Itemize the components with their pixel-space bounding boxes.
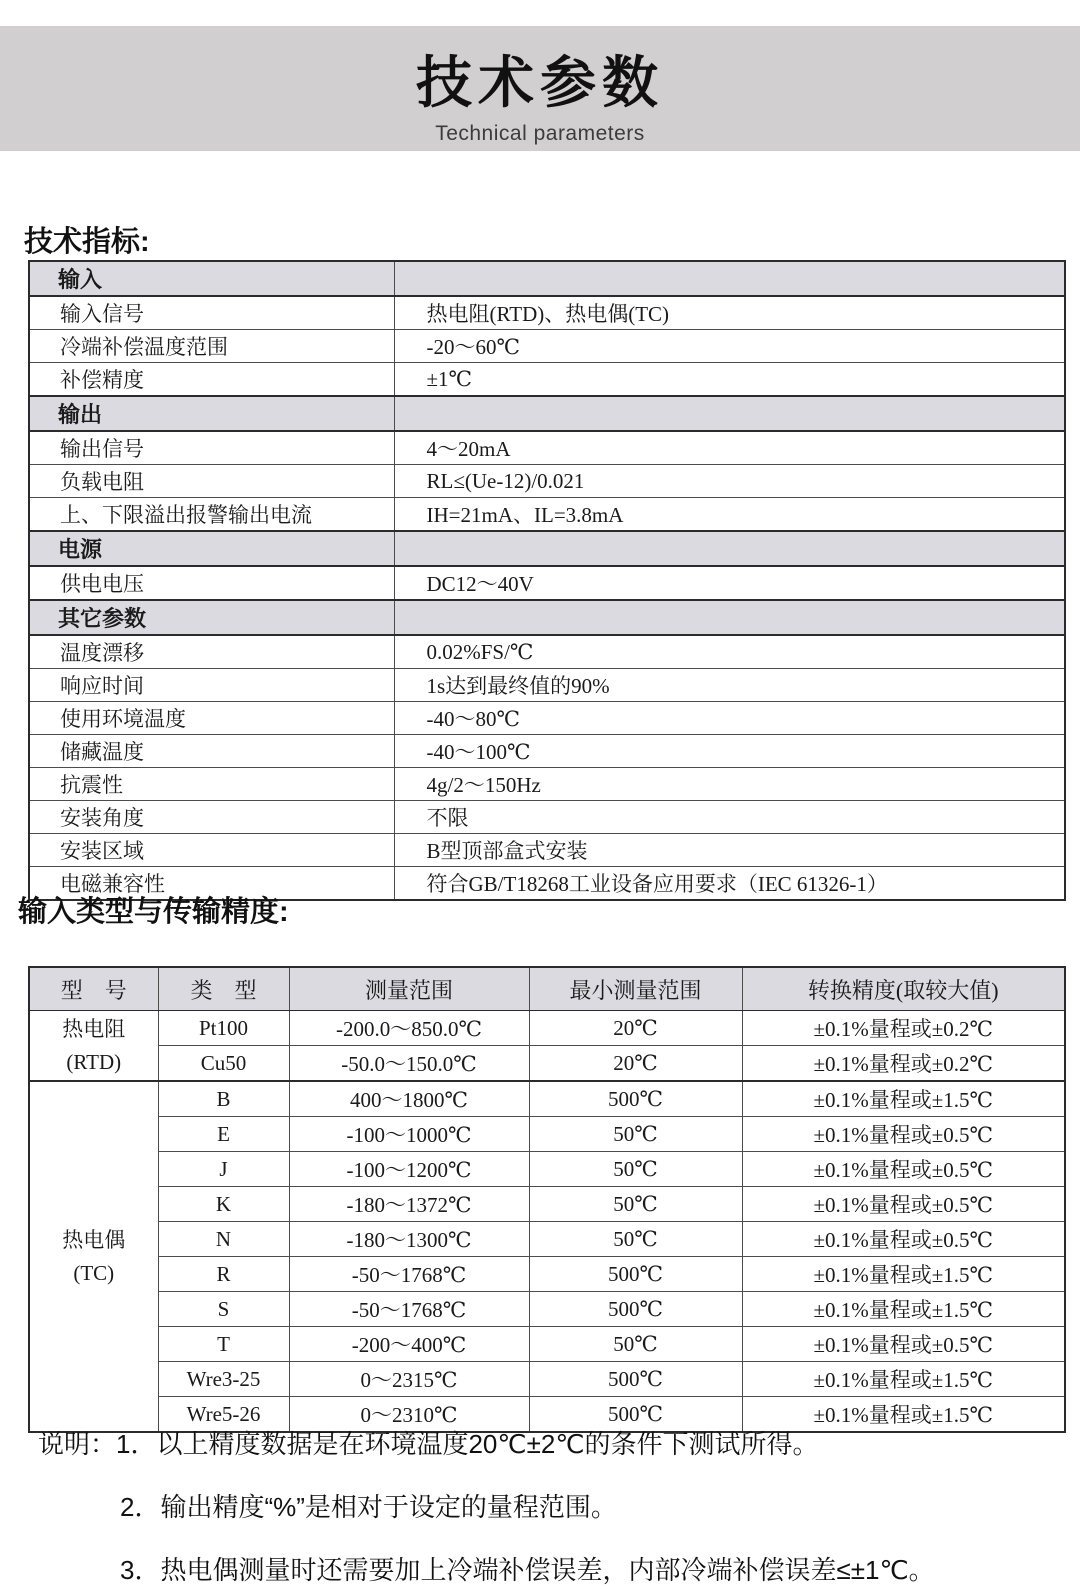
range-cell: -180～1300℃ <box>289 1222 529 1257</box>
accuracy-cell: ±0.1%量程或±1.5℃ <box>742 1081 1065 1117</box>
header-row <box>29 967 1065 1011</box>
table-row <box>29 801 1065 834</box>
param-value: 4～20mA <box>394 431 1065 465</box>
table-row <box>29 702 1065 735</box>
range-cell: -200～400℃ <box>289 1327 529 1362</box>
model-name: 热电阻 <box>62 1016 126 1041</box>
range-cell: -50～1768℃ <box>289 1292 529 1327</box>
param-value: 热电阻(RTD)、热电偶(TC) <box>394 296 1065 330</box>
param-label: 补偿精度 <box>29 363 394 397</box>
table-row <box>29 635 1065 669</box>
param-value: RL≤(Ue-12)/0.021 <box>394 465 1065 498</box>
param-value: IH=21mA、IL=3.8mA <box>394 498 1065 532</box>
param-label: 电磁兼容性 <box>29 867 394 901</box>
range-cell: 0～2310℃ <box>289 1397 529 1433</box>
param-label: 抗震性 <box>29 768 394 801</box>
param-label: 负载电阻 <box>29 465 394 498</box>
min-range-cell: 20℃ <box>529 1011 742 1046</box>
type-cell: K <box>158 1187 289 1222</box>
table-row <box>29 1011 1065 1046</box>
table-row <box>29 834 1065 867</box>
note-line-3: 3．热电偶测量时还需要加上冷端补偿误差，内部冷端补偿误差≤±1℃。 <box>120 1555 935 1585</box>
technical-specs-table <box>28 260 1066 901</box>
table-row <box>29 330 1065 363</box>
accuracy-cell: ±0.1%量程或±0.5℃ <box>742 1222 1065 1257</box>
section-row-input <box>29 261 1065 296</box>
accuracy-cell: ±0.1%量程或±1.5℃ <box>742 1257 1065 1292</box>
note-text: 1．以上精度数据是在环境温度20℃±2℃的条件下测试所得。 <box>116 1429 819 1459</box>
col-header-type: 类 型 <box>158 967 289 1011</box>
min-range-cell: 500℃ <box>529 1292 742 1327</box>
min-range-cell: 50℃ <box>529 1187 742 1222</box>
param-label: 温度漂移 <box>29 635 394 669</box>
type-cell: Wre3-25 <box>158 1362 289 1397</box>
type-cell: E <box>158 1117 289 1152</box>
param-value: -40～80℃ <box>394 702 1065 735</box>
table-row <box>29 465 1065 498</box>
table-row <box>29 363 1065 397</box>
table-row <box>29 1187 1065 1222</box>
table-row <box>29 296 1065 330</box>
range-cell: -200.0～850.0℃ <box>289 1011 529 1046</box>
min-range-cell: 500℃ <box>529 1081 742 1117</box>
type-cell: Pt100 <box>158 1011 289 1046</box>
param-value: ±1℃ <box>394 363 1065 397</box>
table-row <box>29 735 1065 768</box>
range-cell: -50.0～150.0℃ <box>289 1046 529 1082</box>
param-label: 输入信号 <box>29 296 394 330</box>
accuracy-cell: ±0.1%量程或±0.5℃ <box>742 1327 1065 1362</box>
accuracy-cell: ±0.1%量程或±0.5℃ <box>742 1187 1065 1222</box>
table-row <box>29 498 1065 532</box>
table-row <box>29 1292 1065 1327</box>
type-cell: R <box>158 1257 289 1292</box>
min-range-cell: 500℃ <box>529 1257 742 1292</box>
param-label: 上、下限溢出报警输出电流 <box>29 498 394 532</box>
range-cell: 0～2315℃ <box>289 1362 529 1397</box>
type-cell: T <box>158 1327 289 1362</box>
param-label: 使用环境温度 <box>29 702 394 735</box>
accuracy-cell: ±0.1%量程或±0.2℃ <box>742 1011 1065 1046</box>
table-row <box>29 1046 1065 1082</box>
min-range-cell: 20℃ <box>529 1046 742 1082</box>
type-cell: J <box>158 1152 289 1187</box>
min-range-cell: 500℃ <box>529 1397 742 1433</box>
range-cell: -180～1372℃ <box>289 1187 529 1222</box>
type-cell: S <box>158 1292 289 1327</box>
col-header-range: 测量范围 <box>289 967 529 1011</box>
accuracy-cell: ±0.1%量程或±1.5℃ <box>742 1292 1065 1327</box>
accuracy-cell: ±0.1%量程或±1.5℃ <box>742 1397 1065 1433</box>
model-sub: (RTD) <box>66 1049 122 1074</box>
section-spacer <box>394 261 1065 296</box>
accuracy-cell: ±0.1%量程或±0.5℃ <box>742 1117 1065 1152</box>
table-row <box>29 1327 1065 1362</box>
range-cell: 400～1800℃ <box>289 1081 529 1117</box>
col-header-accuracy: 转换精度(取较大值) <box>742 967 1065 1011</box>
technical-specs-heading: 技术指标: <box>24 226 150 258</box>
param-value: -40～100℃ <box>394 735 1065 768</box>
section-row-power <box>29 531 1065 566</box>
param-value: -20～60℃ <box>394 330 1065 363</box>
col-header-min-range: 最小测量范围 <box>529 967 742 1011</box>
notes-block <box>38 1424 1068 1589</box>
table-row <box>29 1257 1065 1292</box>
section-spacer <box>394 396 1065 431</box>
table-row <box>29 1152 1065 1187</box>
type-cell: N <box>158 1222 289 1257</box>
min-range-cell: 50℃ <box>529 1222 742 1257</box>
section-label: 输入 <box>29 261 394 296</box>
range-cell: -50～1768℃ <box>289 1257 529 1292</box>
table-row <box>29 1117 1065 1152</box>
type-cell: Cu50 <box>158 1046 289 1082</box>
param-label: 冷端补偿温度范围 <box>29 330 394 363</box>
min-range-cell: 50℃ <box>529 1152 742 1187</box>
input-accuracy-table <box>28 966 1066 1433</box>
table-row <box>29 566 1065 600</box>
param-value: 1s达到最终值的90% <box>394 669 1065 702</box>
model-cell-tc <box>29 1081 158 1432</box>
page-title: 技术参数 <box>416 51 664 114</box>
param-label: 供电电压 <box>29 566 394 600</box>
model-name: 热电偶 <box>62 1227 126 1252</box>
table-row <box>29 1222 1065 1257</box>
table-row <box>29 1081 1065 1117</box>
param-label: 响应时间 <box>29 669 394 702</box>
type-cell: B <box>158 1081 289 1117</box>
param-value: B型顶部盒式安装 <box>394 834 1065 867</box>
range-cell: -100～1000℃ <box>289 1117 529 1152</box>
table-row <box>29 669 1065 702</box>
notes-prefix: 说明： <box>38 1429 117 1459</box>
param-value: 符合GB/T18268工业设备应用要求（IEC 61326-1） <box>394 867 1065 901</box>
section-spacer <box>394 531 1065 566</box>
input-accuracy-heading: 输入类型与传输精度: <box>18 896 289 928</box>
col-header-model: 型 号 <box>29 967 158 1011</box>
param-value: 0.02%FS/℃ <box>394 635 1065 669</box>
param-value: DC12～40V <box>394 566 1065 600</box>
param-value: 4g/2～150Hz <box>394 768 1065 801</box>
section-label: 其它参数 <box>29 600 394 635</box>
model-cell-rtd <box>29 1011 158 1082</box>
model-sub: (TC) <box>73 1260 115 1285</box>
range-cell: -100～1200℃ <box>289 1152 529 1187</box>
section-row-other <box>29 600 1065 635</box>
table-row <box>29 768 1065 801</box>
accuracy-cell: ±0.1%量程或±1.5℃ <box>742 1362 1065 1397</box>
section-label: 电源 <box>29 531 394 566</box>
param-label: 安装区域 <box>29 834 394 867</box>
type-cell: Wre5-26 <box>158 1397 289 1433</box>
table-row <box>29 431 1065 465</box>
accuracy-cell: ±0.1%量程或±0.5℃ <box>742 1152 1065 1187</box>
note-line-1 <box>38 1424 1068 1461</box>
section-label: 输出 <box>29 396 394 431</box>
table-row <box>29 1362 1065 1397</box>
note-line-2: 2．输出精度“%”是相对于设定的量程范围。 <box>120 1492 617 1522</box>
section-spacer <box>394 600 1065 635</box>
min-range-cell: 500℃ <box>529 1362 742 1397</box>
section-row-output <box>29 396 1065 431</box>
title-banner <box>0 26 1080 151</box>
min-range-cell: 50℃ <box>529 1327 742 1362</box>
accuracy-cell: ±0.1%量程或±0.2℃ <box>742 1046 1065 1082</box>
param-label: 储藏温度 <box>29 735 394 768</box>
page-subtitle: Technical parameters <box>435 122 645 145</box>
param-label: 输出信号 <box>29 431 394 465</box>
param-value: 不限 <box>394 801 1065 834</box>
min-range-cell: 50℃ <box>529 1117 742 1152</box>
param-label: 安装角度 <box>29 801 394 834</box>
